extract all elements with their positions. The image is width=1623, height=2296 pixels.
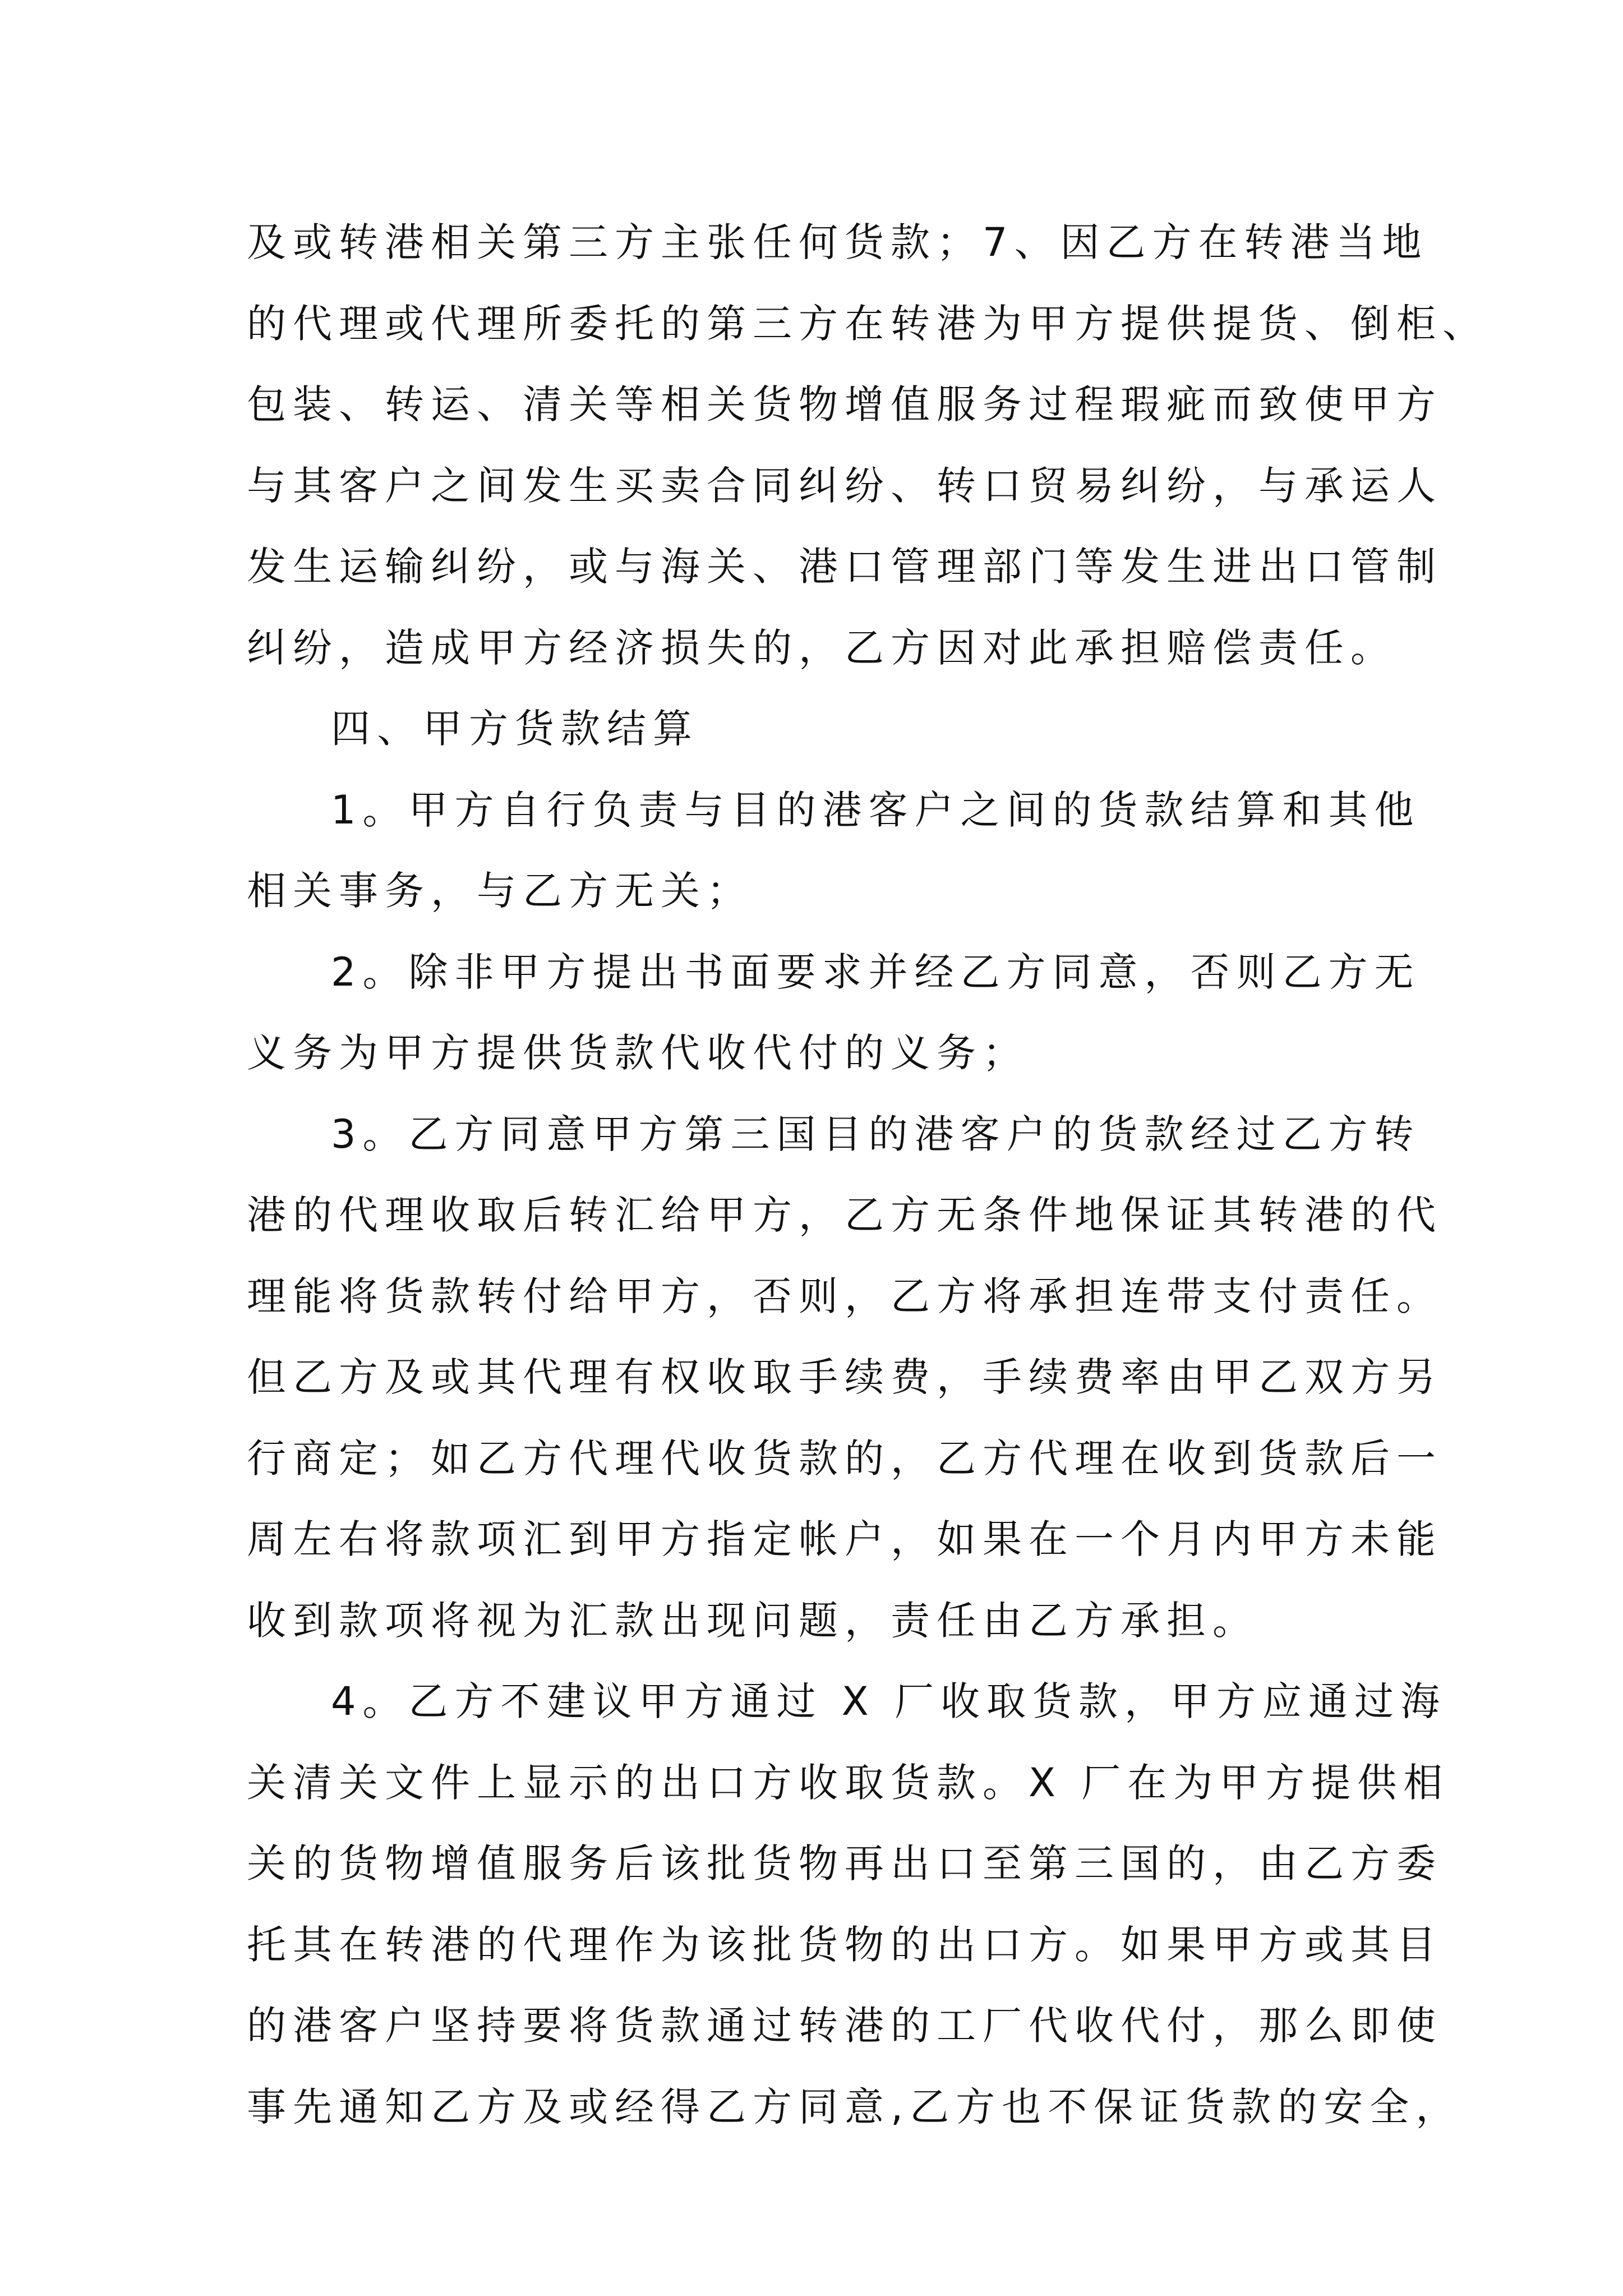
text-line: 的港客户坚持要将货款通过转港的工厂代收代付，那么即使: [247, 2003, 1442, 2049]
text-line: 包装、转运、清关等相关货物增值服务过程瑕疵而致使甲方: [247, 381, 1442, 427]
text-line: 4。乙方不建议甲方通过 X 厂收取货款，甲方应通过海: [331, 1678, 1446, 1724]
text-line: 及或转港相关第三方主张任何货款；7、因乙方在转港当地: [247, 219, 1428, 265]
text-line: 2。除非甲方提出书面要求并经乙方同意，否则乙方无: [331, 949, 1421, 995]
text-line: 周左右将款项汇到甲方指定帐户，如果在一个月内甲方未能: [247, 1516, 1442, 1562]
text-line: 事先通知乙方及或经得乙方同意,乙方也不保证货款的安全，: [247, 2083, 1462, 2130]
text-line: 行商定；如乙方代理代收货款的，乙方代理在收到货款后一: [247, 1435, 1442, 1481]
text-line: 1。甲方自行负责与目的港客户之间的货款结算和其他: [331, 786, 1421, 833]
text-line: 纠纷，造成甲方经济损失的，乙方因对此承担赔偿责任。: [247, 624, 1396, 671]
text-line: 义务为甲方提供货款代收代付的义务；: [247, 1030, 1029, 1076]
text-line: 相关事务，与乙方无关；: [247, 868, 753, 914]
text-line: 的代理或代理所委托的第三方在转港为甲方提供提货、倒柜、: [247, 300, 1488, 347]
text-line: 托其在转港的代理作为该批货物的出口方。如果甲方或其目: [247, 1921, 1442, 1968]
text-line: 理能将货款转付给甲方，否则，乙方将承担连带支付责任。: [247, 1273, 1442, 1319]
text-line: 关清关文件上显示的出口方收取货款。X 厂在为甲方提供相: [247, 1759, 1450, 1806]
text-line: 收到款项将视为汇款出现问题，责任由乙方承担。: [247, 1597, 1258, 1644]
section-heading: 四、甲方货款结算: [331, 706, 699, 752]
text-line: 关的货物增值服务后该批货物再出口至第三国的，由乙方委: [247, 1841, 1442, 1887]
text-line: 港的代理收取后转汇给甲方，乙方无条件地保证其转港的代: [247, 1192, 1442, 1238]
document-body: [247, 202, 1488, 2147]
text-line: 3。乙方同意甲方第三国目的港客户的货款经过乙方转: [331, 1111, 1421, 1157]
text-line: 但乙方及或其代理有权收取手续费，手续费率由甲乙双方另: [247, 1354, 1442, 1400]
text-line: 与其客户之间发生买卖合同纠纷、转口贸易纠纷，与承运人: [247, 462, 1442, 509]
text-line: 发生运输纠纷，或与海关、港口管理部门等发生进出口管制: [247, 544, 1442, 590]
